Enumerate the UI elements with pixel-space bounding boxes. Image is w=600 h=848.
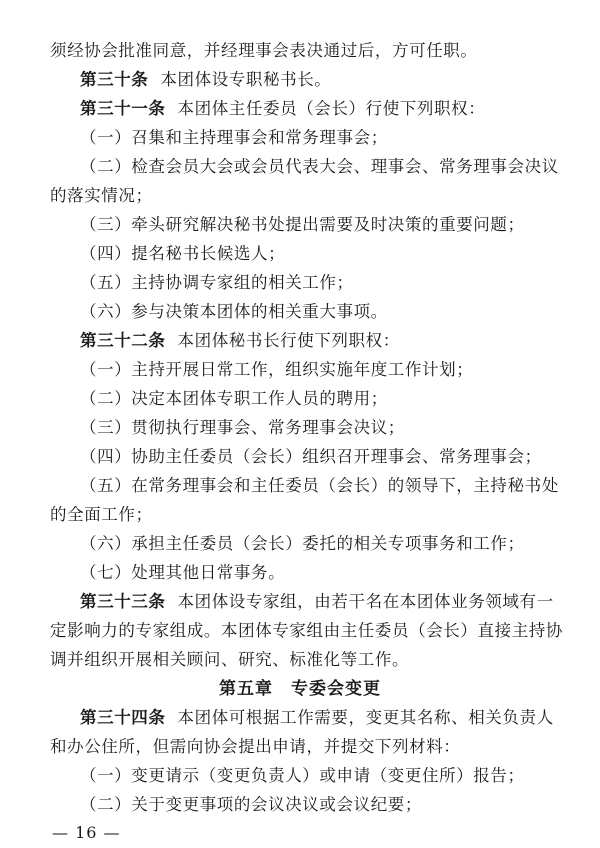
article-number: 第三十二条	[80, 331, 166, 350]
list-item: （三）贯彻执行理事会、常务理事会决议；	[80, 418, 405, 437]
list-item: （一）主持开展日常工作，组织实施年度工作计划；	[80, 360, 474, 379]
list-item: （六）承担主任委员（会长）委托的相关专项事务和工作；	[80, 534, 525, 553]
article-34: 第三十四条 本团体可根据工作需要，变更其名称、相关负责人	[80, 708, 554, 727]
list-item: （二）检查会员大会或会员代表大会、理事会、常务理事会决议	[80, 157, 559, 176]
body-line: 的全面工作；	[50, 505, 153, 524]
body-line: 的落实情况；	[50, 186, 153, 205]
list-item: （一）变更请示（变更负责人）或申请（变更住所）报告；	[80, 766, 525, 785]
article-30: 第三十条 本团体设专职秘书长。	[80, 70, 332, 89]
list-item: （二）关于变更事项的会议决议或会议纪要；	[80, 795, 422, 814]
body-line: 和办公住所，但需向协会提出申请，并提交下列材料：	[50, 737, 461, 756]
body-line: 调并组织开展相关顾问、研究、标准化等工作。	[50, 650, 410, 669]
article-32: 第三十二条 本团体秘书长行使下列职权：	[80, 331, 400, 350]
list-item: （三）牵头研究解决秘书处提出需要及时决策的重要问题；	[80, 215, 525, 234]
article-number: 第三十四条	[80, 708, 166, 727]
article-number: 第三十条	[80, 70, 149, 89]
body-line: 须经协会批准同意，并经理事会表决通过后，方可任职。	[50, 41, 478, 60]
page-number: — 16 —	[52, 823, 121, 842]
list-item: （六）参与决策本团体的相关重大事项。	[80, 302, 388, 321]
list-item: （一）召集和主持理事会和常务理事会；	[80, 128, 388, 147]
list-item: （四）提名秘书长候选人；	[80, 244, 286, 263]
list-item: （二）决定本团体专职工作人员的聘用；	[80, 389, 388, 408]
list-item: （七）处理其他日常事务。	[80, 563, 286, 582]
article-number: 第三十一条	[80, 99, 166, 118]
body-line: 定影响力的专家组成。本团体专家组由主任委员（会长）直接主持协	[50, 621, 563, 640]
list-item: （四）协助主任委员（会长）组织召开理事会、常务理事会；	[80, 447, 542, 466]
article-number: 第三十三条	[80, 592, 166, 611]
list-item: （五）在常务理事会和主任委员（会长）的领导下，主持秘书处	[80, 476, 559, 495]
list-item: （五）主持协调专家组的相关工作；	[80, 273, 354, 292]
article-31: 第三十一条 本团体主任委员（会长）行使下列职权：	[80, 99, 486, 118]
chapter-heading: 第五章 专委会变更	[219, 679, 381, 699]
article-33: 第三十三条 本团体设专家组，由若干名在本团体业务领域有一	[80, 592, 554, 611]
